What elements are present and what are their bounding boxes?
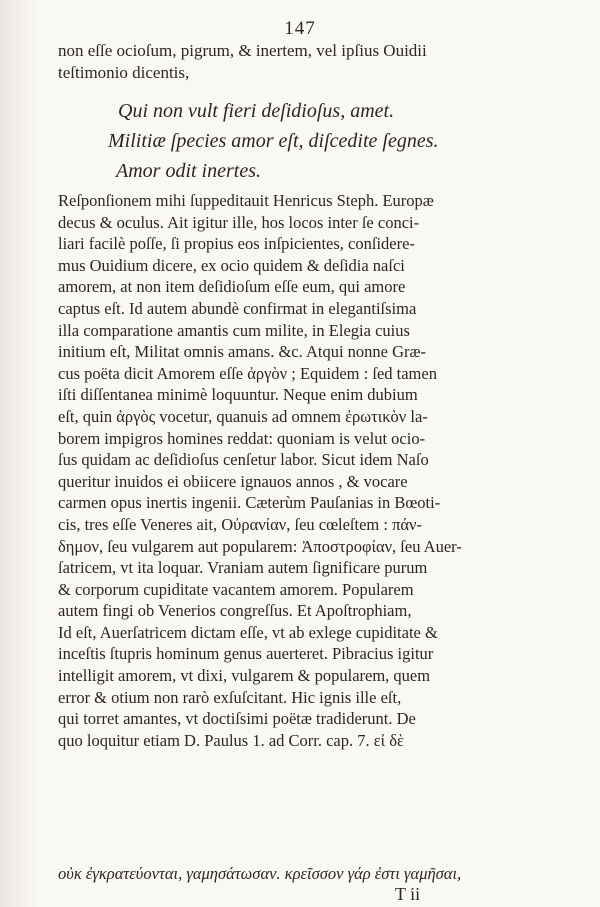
text-line: intelligit amorem, vt dixi, vulgarem & popularem, quem (58, 666, 431, 686)
text-line: autem fingi ob Venerios congreſſus. Et Apoſtrophiam, (58, 601, 412, 621)
verse-line: Militiæ ſpecies amor eſt, diſcedite ſegnes. (108, 130, 439, 152)
text-line: error & otium non rarò exſuſcitant. Hic ignis ille eſt, (58, 687, 402, 707)
text-line: iſti diſſentanea minimè loquuntur. Neque enim dubium (58, 385, 418, 405)
text-line: & corporum cupiditate vacantem amorem. Popularem (58, 579, 414, 599)
text-line: queritur inuidos ei obiicere ignauos annos , & vocare (58, 471, 408, 491)
text-line: mus Ouidium dicere, ex ocio quidem & deſidia naſci (58, 255, 405, 275)
text-line: captus eſt. Id autem abundè confirmat in elegantiſsima (58, 298, 417, 318)
text-line: carmen opus inertis ingenii. Cæterùm Pauſanias in Bœoti- (58, 493, 441, 513)
text-line: amorem, at non item deſidioſum eſſe eum, qui amore (58, 277, 406, 297)
quoted-verses (58, 96, 558, 186)
text-line: initium eſt, Militat omnis amans. &c. Atqui nonne Græ- (58, 342, 427, 362)
text-line: non eſſe ocioſum, pigrum, & inertem, vel ipſius Ouidii (58, 41, 427, 60)
opening-paragraph (58, 40, 558, 84)
text-line: qui torret amantes, vt doctiſsimi poëtæ tradiderunt. De (58, 709, 416, 729)
text-line: liari facilè poſſe, ſi propius eos inſpicientes, conſidere- (58, 234, 415, 254)
text-line: Reſponſionem mihi ſuppeditauit Henricus Steph. Europæ (58, 191, 434, 210)
text-line: teſtimonio dicentis, (58, 63, 190, 82)
text-line: inceſtis ſtupris hominum genus auerteret. Pibracius igitur (58, 644, 434, 664)
text-line: δημον, ſeu vulgarem aut popularem: Ἀποστροφίαν, ſeu Auer- (58, 536, 462, 556)
text-line: quo loquitur etiam D. Paulus 1. ad Corr. cap. 7. εἰ δὲ (58, 730, 404, 750)
main-paragraph (58, 190, 558, 751)
greek-text-line: οὐκ ἐγκρατεύονται, γαμησάτωσαν. κρεῖσσον γάρ ἐστι γαμῆσαι, (58, 864, 462, 883)
text-line: ſatricem, vt ita loquar. Vraniam autem ſignificare purum (58, 558, 428, 578)
text-line: Id eſt, Auerſatricem dictam eſſe, vt ab exlege cupiditate & (58, 622, 438, 642)
page-gutter-shadow (0, 0, 40, 907)
verse-line: Amor odit inertes. (116, 160, 261, 182)
text-line: ſus quidam ac deſidioſus cenſetur labor. Sicut idem Naſo (58, 450, 429, 470)
text-line: borem impigros homines reddat: quoniam is velut ocio- (58, 428, 426, 448)
verse-line: Qui non vult fieri deſidioſus, amet. (118, 100, 395, 122)
text-line: cis, tres eſſe Veneres ait, Οὐρανίαν, ſeu cœleſtem : πάν- (58, 514, 422, 534)
footer-greek-line (58, 864, 558, 884)
text-line: eſt, quin ἀργὸς vocetur, quanuis ad omnem ἐρωτικὸν la- (58, 406, 428, 426)
signature-mark: T ii (395, 884, 421, 904)
text-line: decus & oculus. Ait igitur ille, hos locos inter ſe conci- (58, 212, 420, 232)
text-line: illa comparatione amantis cum milite, in Elegia cuius (58, 320, 410, 340)
page-number: 147 (284, 18, 316, 39)
text-line: cus poëta dicit Amorem eſſe ἀργὸν ; Equidem : ſed tamen (58, 363, 437, 383)
